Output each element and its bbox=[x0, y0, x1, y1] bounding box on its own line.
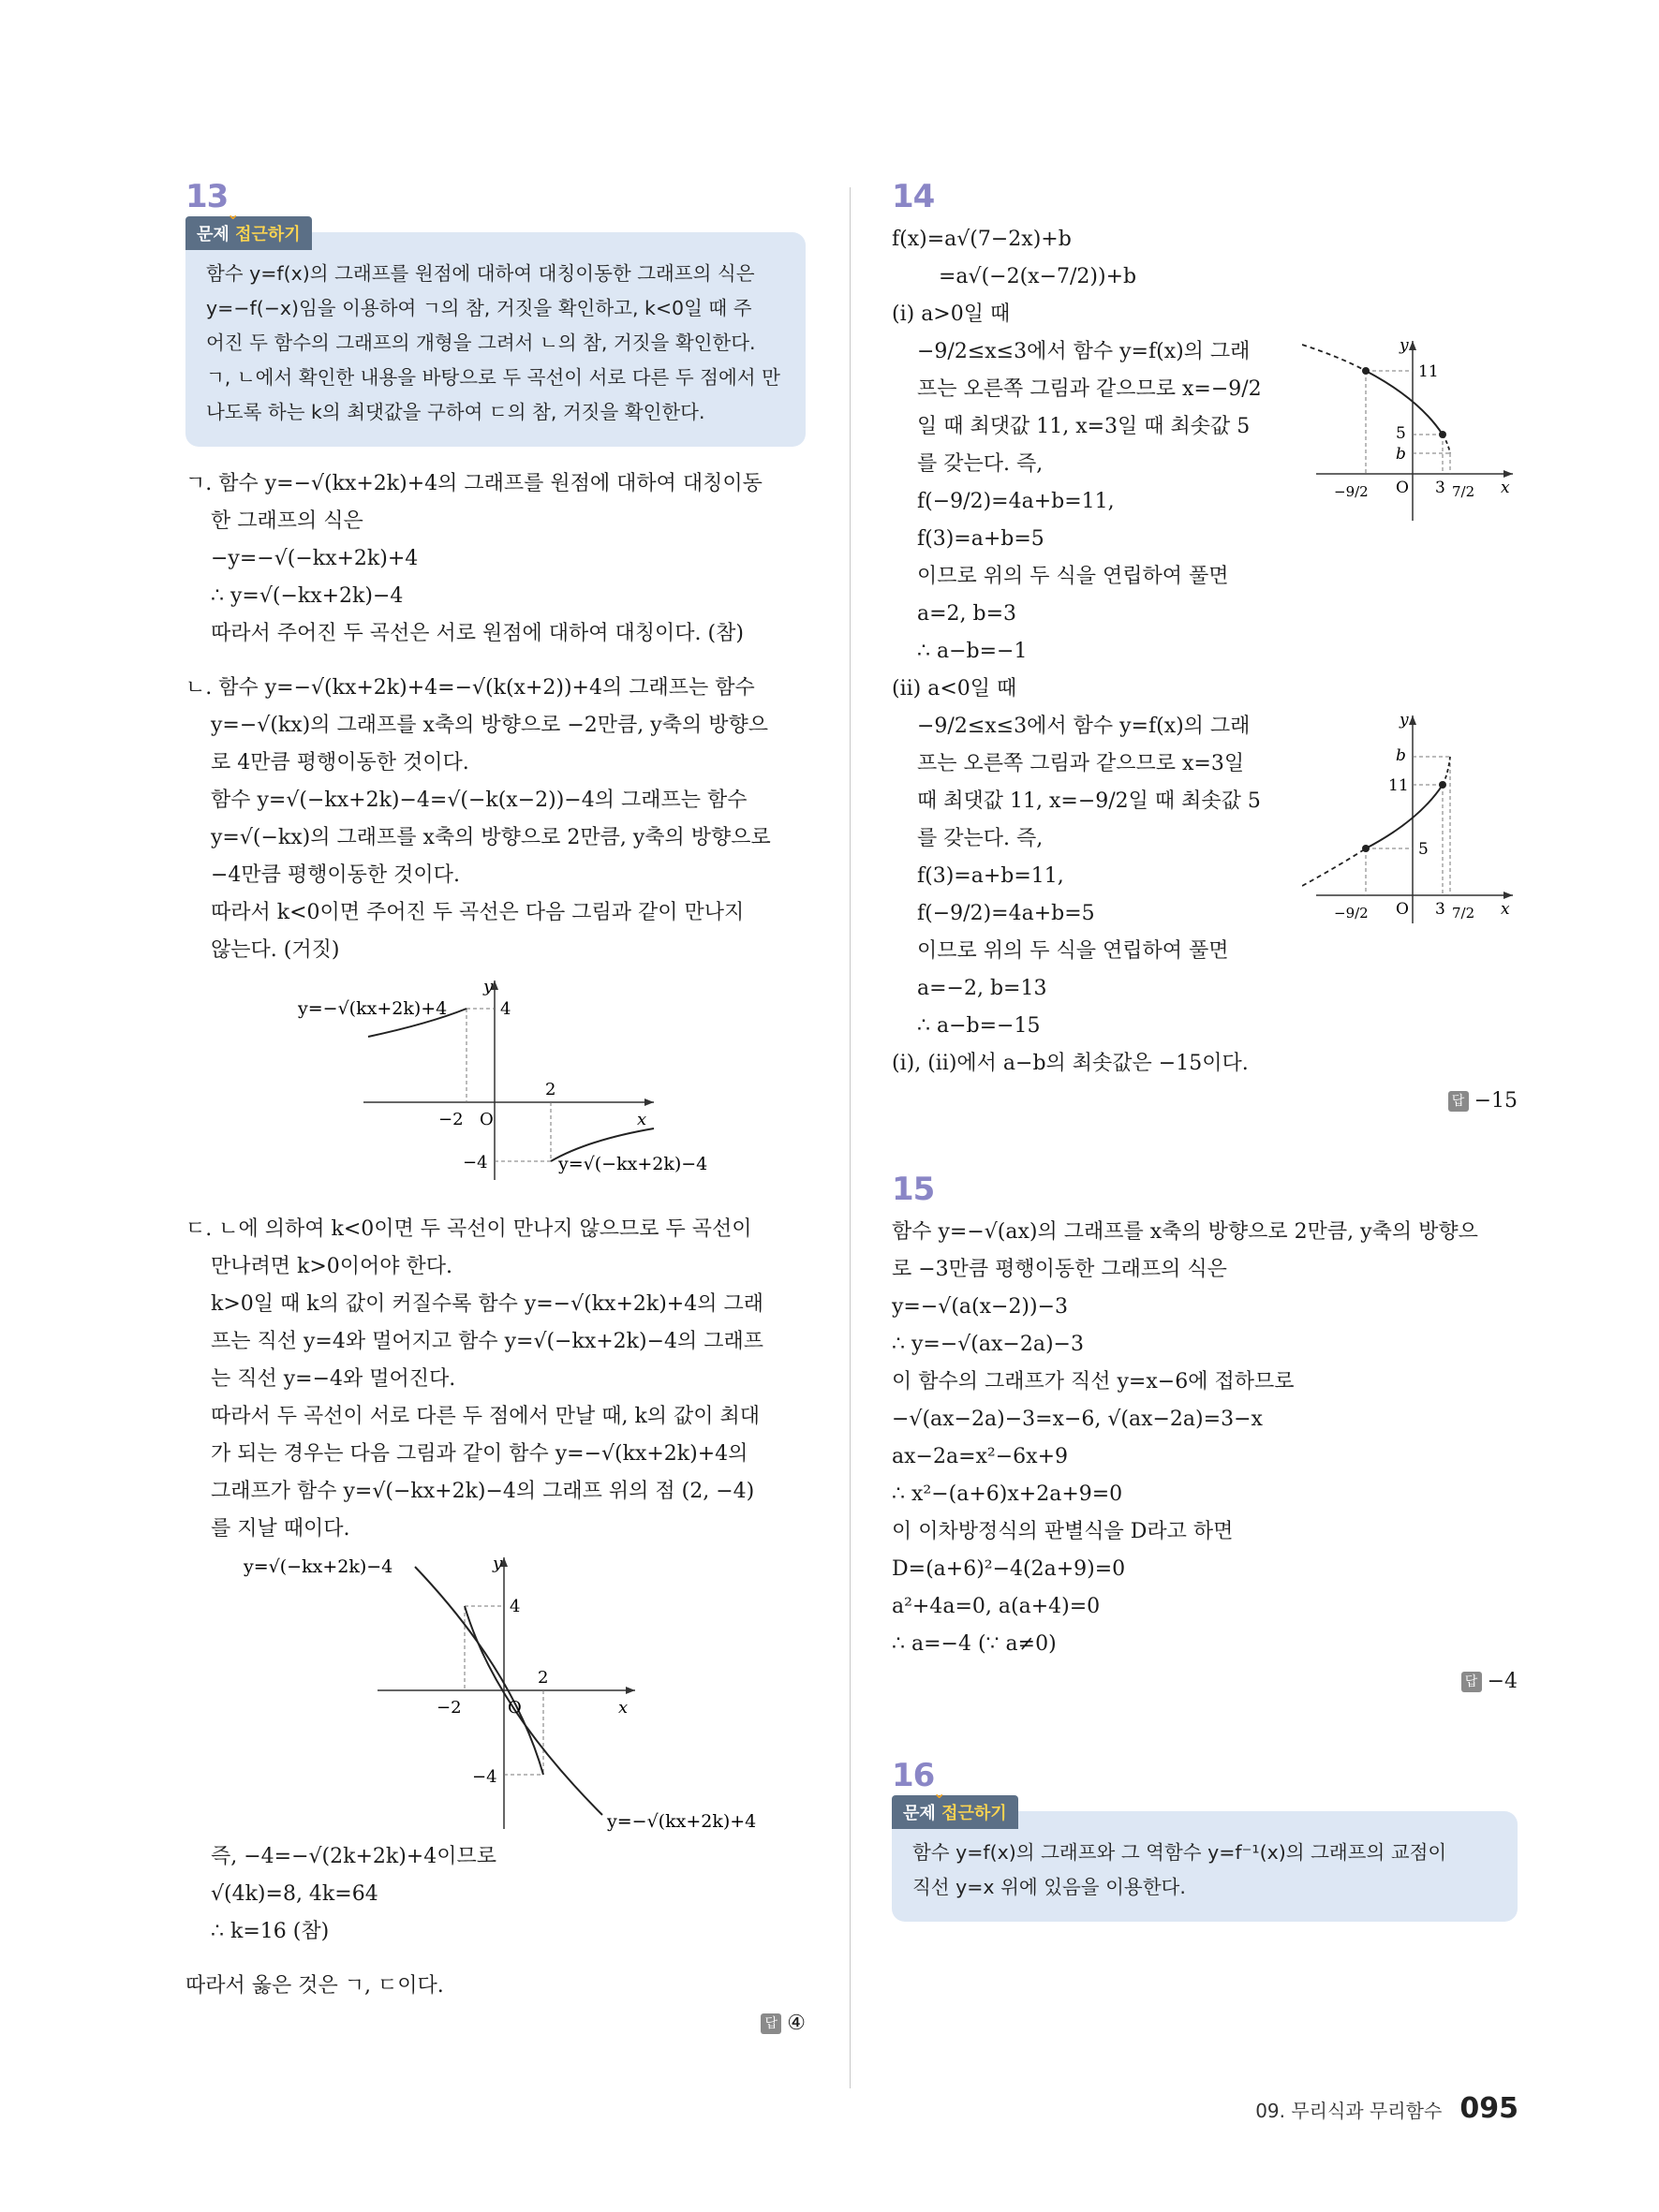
tick-label: −9/2 bbox=[1334, 483, 1369, 500]
solution-line: 따라서 두 곡선이 서로 다른 두 점에서 만날 때, k의 값이 최대 bbox=[211, 1405, 761, 1428]
curve-label-bottom: y=−√(kx+2k)+4 bbox=[607, 1811, 757, 1832]
approach-tag-label: 문제 bbox=[197, 225, 230, 244]
solution-line: 함수 y=√(−kx+2k)−4=√(−k(x−2))−4의 그래프는 함수 bbox=[211, 789, 748, 812]
x-axis-label: x bbox=[1501, 479, 1510, 497]
tick-label: −2 bbox=[437, 1698, 462, 1718]
solution-line: a²+4a=0, a(a+4)=0 bbox=[892, 1595, 1101, 1618]
x-axis-label: x bbox=[637, 1110, 647, 1129]
solution-line: ∴ y=−√(ax−2a)−3 bbox=[892, 1333, 1084, 1356]
answer-value: −15 bbox=[1474, 1089, 1518, 1113]
tick-label: 4 bbox=[510, 1597, 521, 1616]
solution-line: 프는 직선 y=4와 멀어지고 함수 y=√(−kx+2k)−4의 그래프 bbox=[211, 1330, 764, 1353]
solution-line: 한 그래프의 식은 bbox=[211, 509, 363, 533]
solution-line: y=√(−kx)의 그래프를 x축의 방향으로 2만큼, y축의 방향으로 bbox=[211, 826, 771, 849]
solution-line: −9/2≤x≤3에서 함수 y=f(x)의 그래 bbox=[917, 715, 1251, 738]
approach-box bbox=[892, 1784, 1518, 1922]
origin-label: O bbox=[1396, 900, 1409, 919]
answer bbox=[892, 1083, 1518, 1120]
chevron-down-icon: ⌄ bbox=[227, 205, 240, 223]
solution-line: 는 직선 y=−4와 멀어진다. bbox=[211, 1367, 456, 1391]
solution-line: −4만큼 평행이동한 것이다. bbox=[211, 863, 460, 887]
problem-number: 15 bbox=[892, 1171, 935, 1208]
solution-line: ㄱ. 함수 y=−√(kx+2k)+4의 그래프를 원점에 대하여 대칭이동 bbox=[185, 472, 763, 495]
graph-k-negative bbox=[185, 969, 806, 1194]
origin-label: O bbox=[508, 1698, 522, 1718]
solution-line: 즉, −4=−√(2k+2k)+4이므로 bbox=[211, 1845, 496, 1868]
solution-line: ax−2a=x²−6x+9 bbox=[892, 1445, 1068, 1468]
solution-line: =a√(−2(x−7/2))+b bbox=[939, 265, 1137, 288]
tick-label: −9/2 bbox=[1334, 905, 1369, 922]
solution-line: 로 4만큼 평행이동한 것이다. bbox=[211, 751, 469, 774]
problem-number: 13 bbox=[185, 178, 229, 215]
page-number: 095 bbox=[1459, 2092, 1518, 2125]
solution-line: ㄴ. 함수 y=−√(kx+2k)+4=−√(k(x+2))+4의 그래프는 함수 bbox=[185, 676, 755, 700]
graph-a-negative bbox=[1302, 708, 1518, 923]
approach-line: 함수 y=f(x)의 그래프와 그 역함수 y=f⁻¹(x)의 그래프의 교점이 bbox=[912, 1841, 1447, 1864]
solution-line: −9/2≤x≤3에서 함수 y=f(x)의 그래 bbox=[917, 340, 1251, 363]
solution-line: 이 함수의 그래프가 직선 y=x−6에 접하므로 bbox=[892, 1370, 1295, 1394]
solution-line: 를 지날 때이다. bbox=[211, 1517, 350, 1541]
solution-line: f(3)=a+b=11, bbox=[917, 864, 1064, 888]
solution-line: √(4k)=8, 4k=64 bbox=[211, 1882, 378, 1906]
tick-label: 5 bbox=[1418, 840, 1429, 859]
answer-mark: 답 bbox=[761, 2013, 781, 2034]
tick-label: 2 bbox=[538, 1668, 549, 1688]
solution-line: 따라서 k<0이면 주어진 두 곡선은 다음 그림과 같이 만나지 bbox=[211, 901, 745, 924]
problem-16 bbox=[892, 1757, 1518, 1922]
solution-line: k>0일 때 k의 값이 커질수록 함수 y=−√(kx+2k)+4의 그래 bbox=[211, 1292, 763, 1316]
solution-line: ∴ a−b=−1 bbox=[917, 640, 1028, 663]
solution-line: 않는다. (거짓) bbox=[211, 938, 340, 962]
origin-label: O bbox=[1396, 479, 1409, 497]
solution-line: f(−9/2)=4a+b=11, bbox=[917, 490, 1115, 513]
tick-label: b bbox=[1396, 746, 1406, 765]
answer bbox=[892, 1663, 1518, 1701]
solution-line: ∴ x²−(a+6)x+2a+9=0 bbox=[892, 1482, 1123, 1506]
solution-line: y=−√(kx)의 그래프를 x축의 방향으로 −2만큼, y축의 방향으 bbox=[211, 714, 768, 737]
solution-line: f(3)=a+b=5 bbox=[917, 527, 1044, 551]
curve-label-top: y=−√(kx+2k)+4 bbox=[298, 998, 448, 1019]
approach-tag bbox=[185, 205, 312, 250]
y-axis-label: y bbox=[1400, 711, 1409, 730]
approach-line: y=−f(−x)임을 이용하여 ㄱ의 참, 거짓을 확인하고, k<0일 때 주 bbox=[206, 297, 752, 319]
approach-tag-label: 문제 bbox=[903, 1804, 936, 1823]
solution-line: 이므로 위의 두 식을 연립하여 풀면 bbox=[917, 565, 1229, 588]
solution-line: D=(a+6)²−4(2a+9)=0 bbox=[892, 1557, 1126, 1581]
solution-line: 프는 오른쪽 그림과 같으므로 x=3일 bbox=[917, 752, 1245, 775]
conclusion-line: (ⅰ), (ⅱ)에서 a−b의 최솟값은 −15이다. bbox=[892, 1052, 1249, 1075]
solution-line: 이 이차방정식의 판별식을 D라고 하면 bbox=[892, 1520, 1234, 1543]
solution-line: f(x)=a√(7−2x)+b bbox=[892, 228, 1072, 251]
solution-line: y=−√(a(x−2))−3 bbox=[892, 1295, 1069, 1319]
curve-label-top: y=√(−kx+2k)−4 bbox=[244, 1556, 393, 1577]
curve-label-bottom: y=√(−kx+2k)−4 bbox=[558, 1154, 708, 1174]
tick-label: −2 bbox=[438, 1110, 464, 1129]
problem-number: 16 bbox=[892, 1757, 935, 1794]
solution-line: 그래프가 함수 y=√(−kx+2k)−4의 그래프 위의 점 (2, −4) bbox=[211, 1480, 755, 1503]
solution-line: ㄷ. ㄴ에 의하여 k<0이면 두 곡선이 만나지 않으므로 두 곡선이 bbox=[185, 1217, 752, 1241]
solution-line: 프는 오른쪽 그림과 같으므로 x=−9/2 bbox=[917, 377, 1262, 401]
solution-line: a=−2, b=13 bbox=[917, 977, 1047, 1000]
solution-line: 이므로 위의 두 식을 연립하여 풀면 bbox=[917, 939, 1229, 963]
solution-line: 를 갖는다. 즉, bbox=[917, 827, 1044, 850]
approach-tag-highlight: 접근하기 bbox=[941, 1804, 1007, 1823]
tick-label: 11 bbox=[1418, 362, 1439, 381]
solution-line: 를 갖는다. 즉, bbox=[917, 452, 1044, 476]
tick-label: 7/2 bbox=[1452, 483, 1475, 500]
answer-mark: 답 bbox=[1461, 1672, 1482, 1692]
column-divider bbox=[850, 187, 851, 2088]
y-axis-label: y bbox=[483, 977, 494, 996]
y-axis-label: y bbox=[1400, 336, 1409, 355]
approach-line: ㄱ, ㄴ에서 확인한 내용을 바탕으로 두 곡선이 서로 다른 두 점에서 만 bbox=[206, 366, 780, 389]
graph-k-max bbox=[185, 1548, 806, 1838]
tick-label: 2 bbox=[545, 1080, 556, 1099]
approach-tag bbox=[892, 1784, 1018, 1829]
chapter-title: 09. 무리식과 무리함수 bbox=[1255, 2100, 1443, 2122]
tick-label: 3 bbox=[1435, 479, 1445, 497]
solution-line: ∴ a=−4 (∵ a≠0) bbox=[892, 1632, 1057, 1656]
solution-line: 때 최댓값 11, x=−9/2일 때 최솟값 5 bbox=[917, 789, 1261, 813]
approach-tag-highlight: 접근하기 bbox=[235, 225, 301, 244]
solution-line: 함수 y=−√(ax)의 그래프를 x축의 방향으로 2만큼, y축의 방향으 bbox=[892, 1220, 1478, 1244]
solution-line: −y=−√(−kx+2k)+4 bbox=[211, 547, 419, 570]
approach-line: 나도록 하는 k의 최댓값을 구하여 ㄷ의 참, 거짓을 확인한다. bbox=[206, 401, 705, 423]
x-axis-label: x bbox=[618, 1698, 629, 1718]
approach-line: 직선 y=x 위에 있음을 이용한다. bbox=[912, 1876, 1186, 1898]
solution-line: −√(ax−2a)−3=x−6, √(ax−2a)=3−x bbox=[892, 1408, 1263, 1431]
solution-line: 일 때 최댓값 11, x=3일 때 최솟값 5 bbox=[917, 415, 1251, 438]
problem-number: 14 bbox=[892, 178, 935, 215]
tick-label: 4 bbox=[500, 999, 511, 1019]
tick-label: b bbox=[1396, 445, 1406, 464]
tick-label: −4 bbox=[463, 1153, 488, 1172]
problem-15 bbox=[892, 1171, 1518, 1701]
case-title: (ⅰ) a>0일 때 bbox=[892, 302, 1011, 326]
answer-mark: 답 bbox=[1448, 1091, 1469, 1112]
solution-line: ∴ a−b=−15 bbox=[917, 1014, 1041, 1038]
approach-line: 함수 y=f(x)의 그래프를 원점에 대하여 대칭이동한 그래프의 식은 bbox=[206, 262, 755, 285]
tick-label: 7/2 bbox=[1452, 905, 1475, 922]
y-axis-label: y bbox=[493, 1554, 503, 1573]
page-footer bbox=[1255, 2092, 1518, 2125]
case-title: (ⅱ) a<0일 때 bbox=[892, 677, 1017, 700]
tick-label: 11 bbox=[1388, 776, 1409, 795]
solution-line: 가 되는 경우는 다음 그림과 같이 함수 y=−√(kx+2k)+4의 bbox=[211, 1442, 748, 1466]
solution-line: f(−9/2)=4a+b=5 bbox=[917, 902, 1095, 925]
tick-label: 5 bbox=[1396, 424, 1406, 443]
origin-label: O bbox=[480, 1110, 494, 1129]
answer-value: ④ bbox=[787, 2012, 806, 2035]
problem-13 bbox=[185, 178, 806, 2042]
graph-a-positive bbox=[1302, 333, 1518, 530]
answer bbox=[185, 2005, 806, 2042]
approach-box bbox=[185, 205, 806, 447]
solution-line: ∴ k=16 (참) bbox=[211, 1920, 330, 1943]
solution-line: 로 −3만큼 평행이동한 그래프의 식은 bbox=[892, 1258, 1227, 1281]
chevron-down-icon: ⌄ bbox=[933, 1784, 946, 1802]
solution-line: 만나려면 k>0이어야 한다. bbox=[211, 1255, 453, 1278]
solution-line: 따라서 주어진 두 곡선은 서로 원점에 대하여 대칭이다. (참) bbox=[211, 622, 744, 645]
tick-label: −4 bbox=[472, 1767, 497, 1787]
tick-label: 3 bbox=[1435, 900, 1445, 919]
solution-line: a=2, b=3 bbox=[917, 602, 1017, 626]
x-axis-label: x bbox=[1501, 900, 1510, 919]
solution-line: ∴ y=√(−kx+2k)−4 bbox=[211, 584, 404, 608]
approach-line: 어진 두 함수의 그래프의 개형을 그려서 ㄴ의 참, 거짓을 확인한다. bbox=[206, 332, 756, 354]
conclusion-line: 따라서 옳은 것은 ㄱ, ㄷ이다. bbox=[185, 1974, 444, 1998]
problem-14 bbox=[892, 178, 1518, 1922]
answer-value: −4 bbox=[1487, 1670, 1518, 1693]
